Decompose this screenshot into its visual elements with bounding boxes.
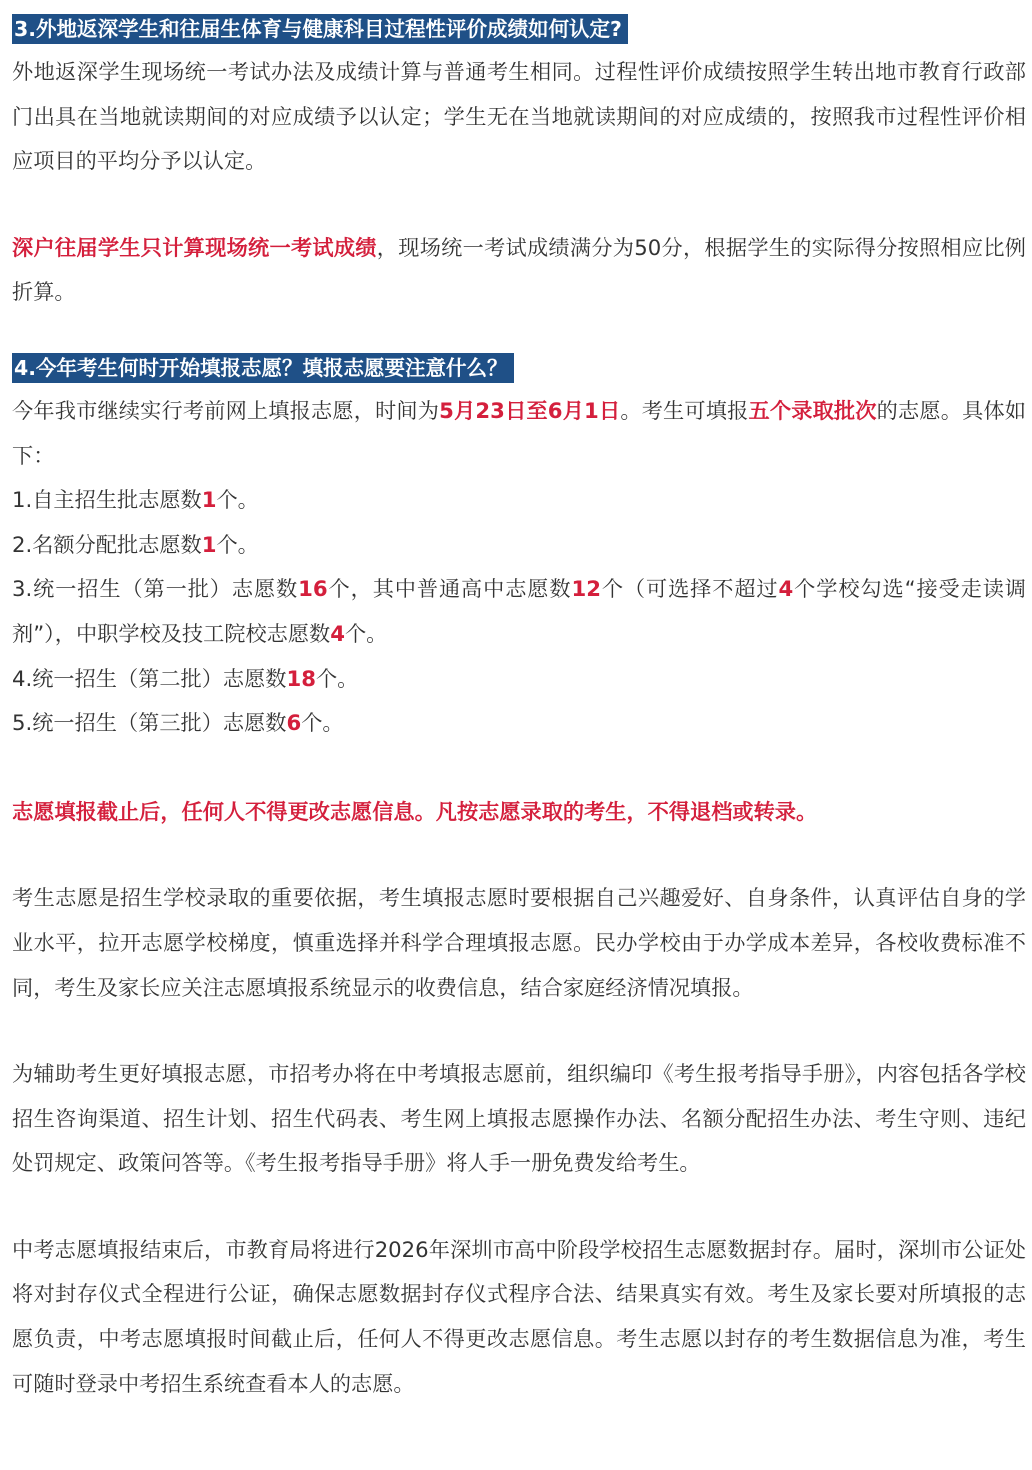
list-item: 3.统一招生（第一批）志愿数16个，其中普通高中志愿数12个（可选择不超过4个学校勾选“接受走读调剂”），中职学校及技工院校志愿数4个。: [12, 576, 1026, 646]
intro-text: 今年我市继续实行考前网上填报志愿，时间为: [12, 397, 440, 423]
list-item: 1.自主招生批志愿数1个。: [12, 487, 259, 513]
intro-batches: 五个录取批次: [748, 397, 877, 423]
section3-note-highlight: 深户往届学生只计算现场统一考试成绩: [12, 234, 377, 260]
section3-paragraph: 外地返深学生现场统一考试办法及成绩计算与普通考生相同。过程性评价成绩按照学生转出地市教育行政部门出具在当地就读期间的对应成绩予以认定；学生无在当地就读期间的对应成绩的，按照我市过程性评价相应项目的平均分予以认定。: [12, 59, 1026, 174]
list-item: 2.名额分配批志愿数1个。: [12, 531, 259, 557]
item-count: 1: [201, 487, 217, 513]
list-item: 5.统一招生（第三批）志愿数6个。: [12, 710, 344, 736]
intro-date: 5月23日至6月1日: [439, 397, 621, 423]
intro-text: 。考生可填报: [620, 397, 749, 423]
warning-text: 志愿填报截止后，任何人不得更改志愿信息。凡按志愿录取的考生，不得退档或转录。: [12, 798, 818, 824]
item-count: 16: [298, 576, 328, 602]
section4-intro: [12, 389, 1026, 478]
seal-paragraph: 中考志愿填报结束后，市教育局将进行2026年深圳市高中阶段学校招生志愿数据封存。届时，深圳市公证处将对封存仪式全程进行公证，确保志愿数据封存仪式程序合法、结果真实有效。考生及家长要对所填报的志愿负责，中考志愿填报时间截止后，任何人不得更改志愿信息。考生志愿以封存的考生数据信息为准，考生可随时登录中考招生系统查看本人的志愿。: [12, 1236, 1026, 1396]
item-count: 4: [330, 620, 345, 646]
section4-heading: 4.今年考生何时开始填报志愿？填报志愿要注意什么？: [12, 353, 514, 383]
item-count: 6: [286, 710, 302, 736]
manual-paragraph: 为辅助考生更好填报志愿，市招考办将在中考填报志愿前，组织编印《考生报考指导手册》，内容包括各学校招生咨询渠道、招生计划、招生代码表、考生网上填报志愿操作办法、名额分配招生办法、考生守则、违纪处罚规定、政策问答等。《考生报考指导手册》将人手一册免费发给考生。: [12, 1061, 1026, 1176]
item-count: 12: [571, 576, 601, 602]
item-count: 18: [286, 665, 316, 691]
basis-paragraph: 考生志愿是招生学校录取的重要依据，考生填报志愿时要根据自己兴趣爱好、自身条件，认真评估自身的学业水平，拉开志愿学校梯度，慎重选择并科学合理填报志愿。民办学校由于办学成本差异，各校收费标准不同，考生及家长应关注志愿填报系统显示的收费信息，结合家庭经济情况填报。: [12, 885, 1026, 1000]
section3-heading: 3.外地返深学生和往届生体育与健康科目过程性评价成绩如何认定?: [12, 14, 628, 44]
item-count: 4: [778, 576, 794, 602]
list-item: 4.统一招生（第二批）志愿数18个。: [12, 665, 359, 691]
section3-note: [12, 226, 1026, 315]
intro-text: 的志愿。具体如下：: [12, 397, 1026, 468]
item-count: 1: [201, 531, 217, 557]
section3-note-text: ，现场统一考试成绩满分为50分，根据学生的实际得分按照相应比例折算。: [12, 234, 1026, 305]
